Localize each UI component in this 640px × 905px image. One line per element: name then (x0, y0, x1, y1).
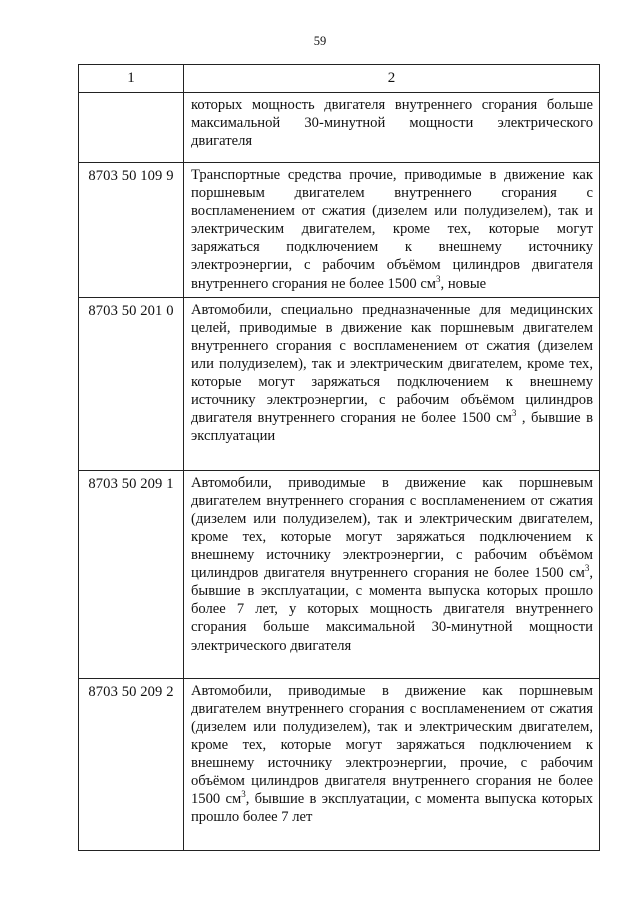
superscript: 3 (241, 789, 246, 800)
description-text: Транспортные средства прочие, приводимые в движение как поршневым двигателем внутреннего сгорания с воспламенением от сжатия (дизелем или полудизелем), так и электрическим двигателем, кроме тех, которые могут заряжаться подключением к внешнему источнику электроэнергии, с рабочим объёмом цилиндров двигателя внутреннего сгорания не более 1500 см (191, 167, 593, 292)
goods-description (184, 297, 600, 470)
goods-description (184, 93, 600, 163)
goods-description (184, 470, 600, 678)
description-text: Автомобили, приводимые в движение как поршневым двигателем внутреннего сгорания с воспламенением от сжатия (дизелем или полудизелем), так и электрическим двигателем, кроме тех, которые могут заряжаться подключением к внешнему источнику электроэнергии, с рабочим объёмом цилиндров двигателя внутреннего сгорания не более 1500 см (191, 474, 593, 582)
superscript: 3 (511, 408, 517, 419)
tn-ved-code: 8703 50 209 1 (79, 470, 184, 678)
goods-description (184, 678, 600, 850)
description-text-tail: , новые (440, 275, 487, 292)
description-text: Автомобили, приводимые в движение как поршневым двигателем внутреннего сгорания с воспламенением от сжатия (дизелем или полудизелем), так и электрическим двигателем, кроме тех, которые могут заряжаться подключением к внешнему источнику электроэнергии, прочие, с рабочим объёмом цилиндров двигателя внутреннего сгорания не более 1500 см (191, 682, 593, 808)
table-header-row (79, 65, 600, 93)
goods-description (184, 163, 600, 298)
column-header-1: 1 (79, 65, 184, 93)
page-number: 59 (313, 34, 327, 48)
table-row (79, 93, 600, 163)
description-text-tail: , бывшие в эксплуатации (191, 410, 593, 445)
description-text-tail: , бывшие в эксплуатации, с момента выпуска которых прошло более 7 лет (191, 791, 593, 826)
table-row (79, 163, 600, 298)
superscript: 3 (436, 273, 441, 284)
superscript: 3 (584, 563, 590, 574)
table-row (79, 678, 600, 850)
tn-ved-code: 8703 50 109 9 (79, 163, 184, 298)
description-text: Автомобили, специально предназначенные для медицинских целей, приводимые в движение как поршневым двигателем внутреннего сгорания с воспламенением от сжатия (дизелем или полудизелем), так и электрическим двигателем, кроме тех, которые могут заряжаться подключением к внешнему источнику электроэнергии, с рабочим объёмом цилиндров двигателя внутреннего сгорания не более 1500 см (191, 301, 593, 427)
tn-ved-code (79, 93, 184, 163)
tn-ved-code: 8703 50 209 2 (79, 678, 184, 850)
description-text: которых мощность двигателя внутреннего сгорания больше максимальной 30-минутной мощности электрического двигателя (191, 97, 593, 150)
column-header-2: 2 (184, 65, 600, 93)
table-row (79, 297, 600, 470)
tariff-table (78, 64, 600, 851)
tn-ved-code: 8703 50 201 0 (79, 297, 184, 470)
table-row (79, 470, 600, 678)
description-text-tail: , бывшие в эксплуатации, с момента выпуска которых прошло более 7 лет, у которых мощность двигателя внутреннего сгорания больше максимальной 30-минутной мощности электрического двигателя (191, 565, 593, 654)
